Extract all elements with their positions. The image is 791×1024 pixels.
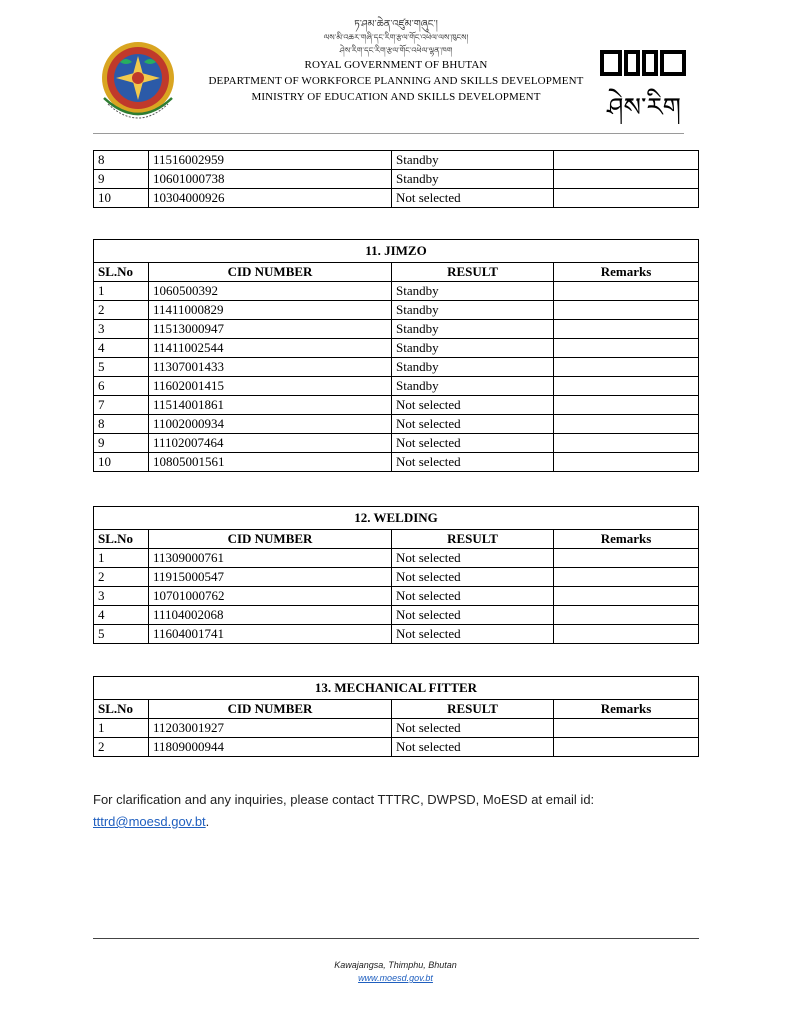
remarks-cell xyxy=(554,189,699,208)
table-row xyxy=(94,301,699,320)
table-row xyxy=(94,320,699,339)
sl-cell: 9 xyxy=(94,170,149,189)
cid-cell: 10601000738 xyxy=(149,170,392,189)
sl-cell: 8 xyxy=(94,151,149,170)
table-header-row xyxy=(94,263,699,282)
dzongkha-line-2: ལས་མི་འཆར་གཞི་དང་རིག་རྩལ་གོང་འཕེལ་ལས་ཁུངས། xyxy=(323,33,469,42)
dzongkha-line-3: ཤེས་རིག་དང་རིག་རྩལ་གོང་འཕེལ་ལྷན་ཁག xyxy=(339,46,453,55)
cid-cell: 1060500392 xyxy=(149,282,392,301)
remarks-cell xyxy=(554,625,699,644)
result-cell: Standby xyxy=(392,358,554,377)
result-cell: Not selected xyxy=(392,719,554,738)
remarks-cell xyxy=(554,282,699,301)
remarks-cell xyxy=(554,358,699,377)
remarks-cell xyxy=(554,320,699,339)
table-row xyxy=(94,625,699,644)
cid-cell: 11602001415 xyxy=(149,377,392,396)
cid-cell: 11604001741 xyxy=(149,625,392,644)
remarks-cell xyxy=(554,415,699,434)
table-row xyxy=(94,170,699,189)
letterhead xyxy=(0,0,791,134)
cid-cell: 10701000762 xyxy=(149,587,392,606)
table-row xyxy=(94,453,699,472)
remarks-cell xyxy=(554,170,699,189)
table-row xyxy=(94,568,699,587)
column-header-cid: CID NUMBER xyxy=(149,700,392,719)
table-row xyxy=(94,151,699,170)
results-table-continued xyxy=(93,150,699,208)
table-row xyxy=(94,339,699,358)
remarks-cell xyxy=(554,738,699,757)
table-row xyxy=(94,282,699,301)
cid-cell: 11514001861 xyxy=(149,396,392,415)
table-row xyxy=(94,587,699,606)
column-header-result: RESULT xyxy=(392,530,554,549)
result-cell: Standby xyxy=(392,377,554,396)
table-row xyxy=(94,377,699,396)
cid-cell: 11516002959 xyxy=(149,151,392,170)
column-header-remarks: Remarks xyxy=(554,530,699,549)
sl-cell: 1 xyxy=(94,282,149,301)
result-cell: Not selected xyxy=(392,568,554,587)
sl-cell: 5 xyxy=(94,625,149,644)
ministry-logo-script: ཤེས་རིག xyxy=(607,93,681,123)
column-header-result: RESULT xyxy=(392,263,554,282)
table-row xyxy=(94,358,699,377)
column-header-sl: SL.No xyxy=(94,700,149,719)
results-table-mechanical-fitter xyxy=(93,676,699,757)
result-cell: Not selected xyxy=(392,606,554,625)
table-title: 11. JIMZO xyxy=(94,240,699,263)
table-row xyxy=(94,549,699,568)
result-cell: Standby xyxy=(392,282,554,301)
cid-cell: 10805001561 xyxy=(149,453,392,472)
remarks-cell xyxy=(554,549,699,568)
contact-paragraph xyxy=(93,789,693,833)
remarks-cell xyxy=(554,151,699,170)
column-header-cid: CID NUMBER xyxy=(149,263,392,282)
sl-cell: 1 xyxy=(94,719,149,738)
header-divider xyxy=(93,133,684,134)
ministry-name: MINISTRY OF EDUCATION AND SKILLS DEVELOPMENT xyxy=(251,91,541,103)
column-header-remarks: Remarks xyxy=(554,700,699,719)
dzongkha-line-1: ཏ་ཤམ་ཆེན་འཛུམ་གཞུང་། xyxy=(354,19,438,30)
column-header-remarks: Remarks xyxy=(554,263,699,282)
remarks-cell xyxy=(554,396,699,415)
remarks-cell xyxy=(554,301,699,320)
cid-cell: 11104002068 xyxy=(149,606,392,625)
sl-cell: 3 xyxy=(94,587,149,606)
column-header-sl: SL.No xyxy=(94,263,149,282)
sl-cell: 1 xyxy=(94,549,149,568)
sl-cell: 4 xyxy=(94,339,149,358)
table-title: 13. MECHANICAL FITTER xyxy=(94,677,699,700)
table-header-row xyxy=(94,700,699,719)
table-header-row xyxy=(94,530,699,549)
table-row xyxy=(94,434,699,453)
sl-cell: 7 xyxy=(94,396,149,415)
letterhead-text xyxy=(180,18,612,105)
contact-suffix: . xyxy=(205,814,210,829)
footer-divider xyxy=(93,938,699,939)
sl-cell: 4 xyxy=(94,606,149,625)
contact-text: For clarification and any inquiries, please contact TTTRC, DWPSD, MoESD at email id: xyxy=(93,792,595,807)
cid-cell: 11411000829 xyxy=(149,301,392,320)
remarks-cell xyxy=(554,719,699,738)
column-header-result: RESULT xyxy=(392,700,554,719)
cid-cell: 10304000926 xyxy=(149,189,392,208)
footer-address: Kawajangsa, Thimphu, Bhutan xyxy=(334,960,457,970)
table-row xyxy=(94,719,699,738)
cid-cell: 11809000944 xyxy=(149,738,392,757)
sl-cell: 2 xyxy=(94,738,149,757)
sl-cell: 2 xyxy=(94,301,149,320)
sl-cell: 5 xyxy=(94,358,149,377)
result-cell: Not selected xyxy=(392,415,554,434)
sl-cell: 9 xyxy=(94,434,149,453)
result-cell: Standby xyxy=(392,320,554,339)
contact-email-link[interactable]: tttrd@moesd.gov.bt xyxy=(93,814,206,829)
column-header-cid: CID NUMBER xyxy=(149,530,392,549)
cid-cell: 11203001927 xyxy=(149,719,392,738)
sl-cell: 10 xyxy=(94,453,149,472)
result-cell: Not selected xyxy=(392,625,554,644)
sl-cell: 3 xyxy=(94,320,149,339)
remarks-cell xyxy=(554,587,699,606)
result-cell: Not selected xyxy=(392,434,554,453)
result-cell: Standby xyxy=(392,170,554,189)
result-cell: Not selected xyxy=(392,453,554,472)
footer-website-link[interactable]: www.moesd.gov.bt xyxy=(358,973,433,983)
cid-cell: 11513000947 xyxy=(149,320,392,339)
results-table-jimzo xyxy=(93,239,699,472)
cid-cell: 11411002544 xyxy=(149,339,392,358)
sl-cell: 6 xyxy=(94,377,149,396)
government-name: ROYAL GOVERNMENT OF BHUTAN xyxy=(304,59,488,71)
result-cell: Not selected xyxy=(392,587,554,606)
table-row xyxy=(94,606,699,625)
cid-cell: 11309000761 xyxy=(149,549,392,568)
result-cell: Standby xyxy=(392,301,554,320)
result-cell: Standby xyxy=(392,339,554,358)
remarks-cell xyxy=(554,377,699,396)
column-header-sl: SL.No xyxy=(94,530,149,549)
cid-cell: 11915000547 xyxy=(149,568,392,587)
cid-cell: 11102007464 xyxy=(149,434,392,453)
table-row xyxy=(94,415,699,434)
sl-cell: 2 xyxy=(94,568,149,587)
remarks-cell xyxy=(554,568,699,587)
table-row xyxy=(94,189,699,208)
cid-cell: 11307001433 xyxy=(149,358,392,377)
table-row xyxy=(94,396,699,415)
remarks-cell xyxy=(554,453,699,472)
result-cell: Not selected xyxy=(392,738,554,757)
department-name: DEPARTMENT OF WORKFORCE PLANNING AND SKILLS DEVELOPMENT xyxy=(208,75,584,87)
remarks-cell xyxy=(554,339,699,358)
results-table-welding xyxy=(93,506,699,644)
cid-cell: 11002000934 xyxy=(149,415,392,434)
ministry-logo-icon xyxy=(598,46,690,124)
result-cell: Not selected xyxy=(392,189,554,208)
remarks-cell xyxy=(554,606,699,625)
sl-cell: 10 xyxy=(94,189,149,208)
royal-emblem-icon xyxy=(90,38,186,128)
result-cell: Not selected xyxy=(392,396,554,415)
table-row xyxy=(94,738,699,757)
table-title: 12. WELDING xyxy=(94,507,699,530)
result-cell: Not selected xyxy=(392,549,554,568)
result-cell: Standby xyxy=(392,151,554,170)
remarks-cell xyxy=(554,434,699,453)
sl-cell: 8 xyxy=(94,415,149,434)
